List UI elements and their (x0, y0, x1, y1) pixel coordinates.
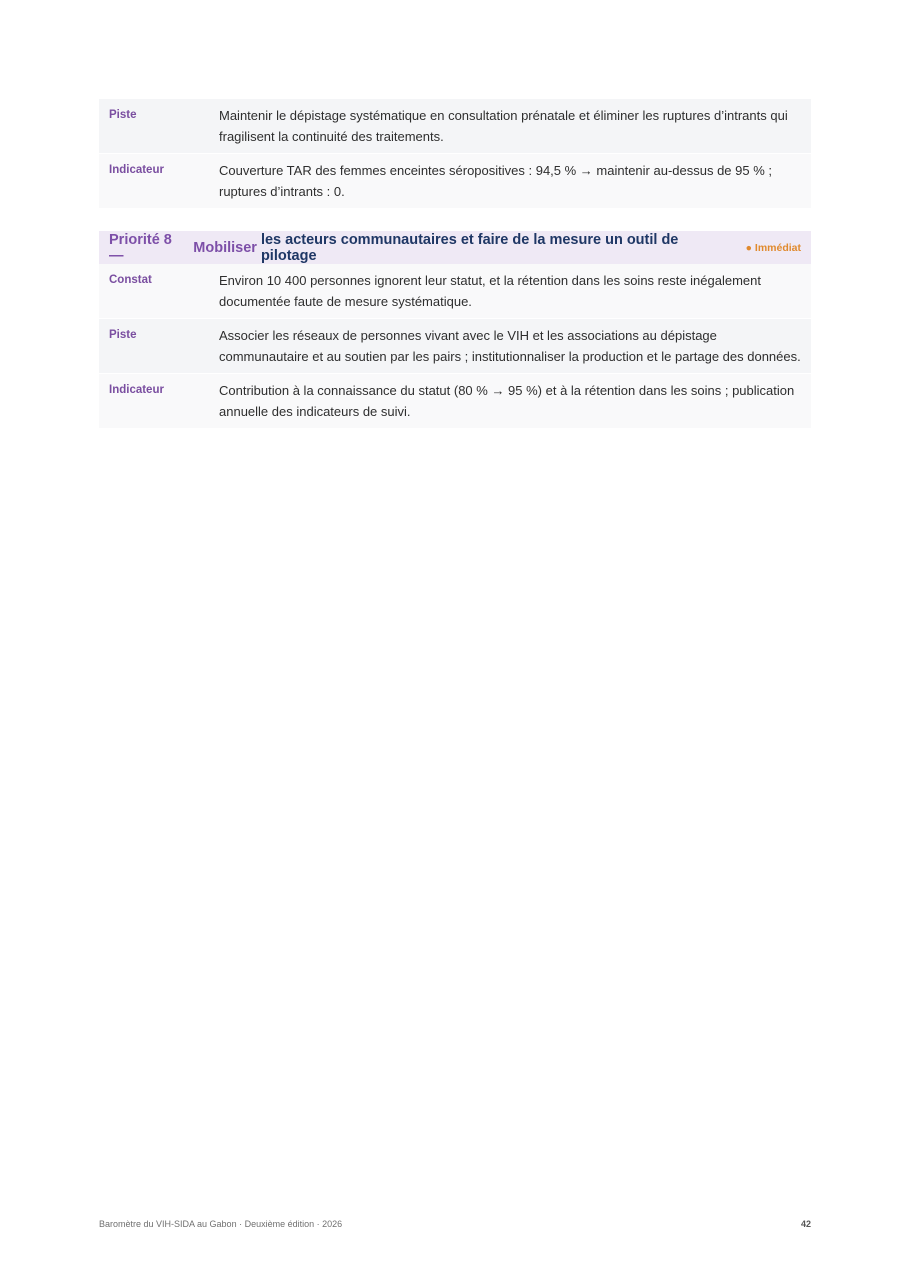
row-label: Constat (109, 274, 152, 286)
urgency-badge: ● Immédiat (745, 241, 801, 254)
page-number: 42 (800, 1219, 811, 1229)
table-row-piste (99, 99, 811, 154)
row-text: Couverture TAR des femmes enceintes séropositives : 94,5 % → maintenir au-dessus de 95 % ; ruptures d’intrants : 0. (219, 163, 773, 199)
row-label: Indicateur (109, 384, 164, 396)
priority-verb: Mobiliser (193, 239, 257, 256)
table-row-indicateur (99, 154, 811, 209)
table-row-indicateur (99, 374, 811, 429)
row-label: Indicateur (109, 164, 164, 176)
priority-8-table (99, 231, 811, 429)
row-label: Piste (109, 109, 137, 121)
priority-8-header (99, 231, 811, 264)
priority-7-continuation-table (99, 99, 811, 209)
row-text: Associer les réseaux de personnes vivant avec le VIH et les associations au dépistage communautaire et au soutien par les pairs ; institutionnaliser la production et le partage des données. (219, 328, 801, 364)
table-row-piste (99, 319, 811, 374)
footer-publication-title: Baromètre du VIH-SIDA au Gabon · Deuxième édition · 2026 (99, 1219, 343, 1229)
row-text: Contribution à la connaissance du statut (80 % → 95 %) et à la rétention dans les soins ; publication annuelle des indicateurs de suivi. (219, 383, 795, 419)
priority-title: les acteurs communautaires et faire de la mesure un outil de pilotage (260, 231, 679, 264)
row-label: Piste (109, 329, 137, 341)
row-text: Maintenir le dépistage systématique en consultation prénatale et éliminer les ruptures d’intrants qui fragilisent la continuité des traitements. (219, 108, 788, 144)
table-row-constat (99, 264, 811, 319)
priority-number: Priorité 8 — (109, 231, 172, 264)
page-footer (99, 1219, 811, 1229)
row-text: Environ 10 400 personnes ignorent leur statut, et la rétention dans les soins reste inégalement documentée faute de mesure systématique. (219, 273, 762, 309)
